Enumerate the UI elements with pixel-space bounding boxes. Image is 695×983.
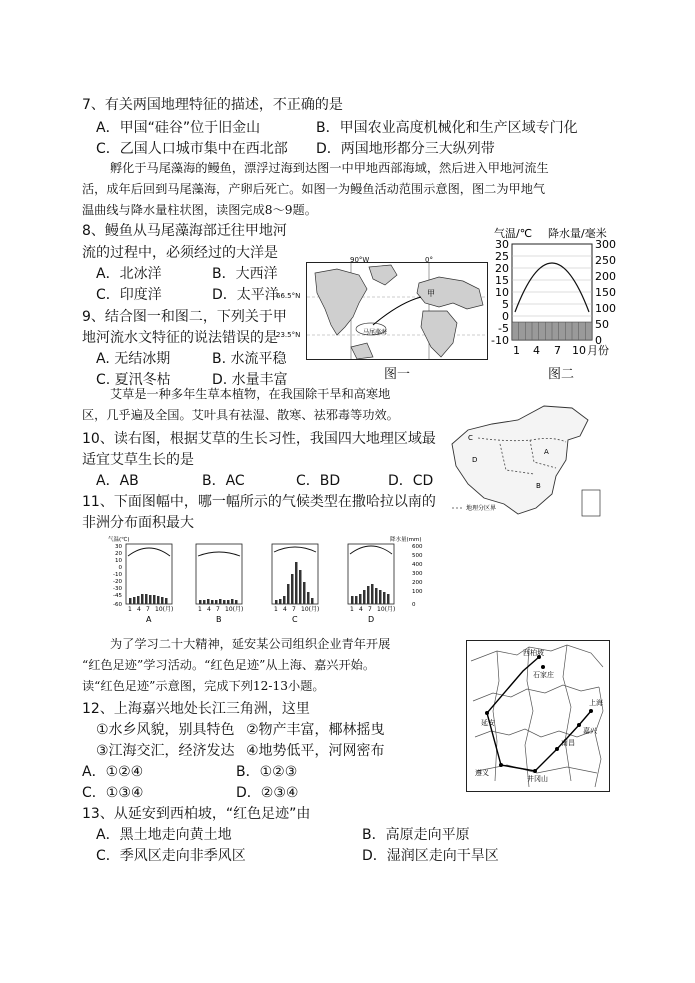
fig1-lat-label-66: 66.5°N: [276, 292, 301, 300]
q11-precip-ticks: [412, 544, 423, 608]
passage-mugwort: [82, 384, 462, 426]
q8-option-a: A．北冰洋: [96, 266, 162, 282]
label-xibaipo: 西柏坡: [523, 649, 544, 657]
fig2-precip-ticks: [595, 238, 616, 347]
figure-2-svg: [476, 226, 624, 358]
label-jinggangshan: 井冈山: [527, 775, 548, 783]
city-dot: [541, 665, 545, 669]
label-shijiazhuang: 石家庄: [533, 671, 554, 679]
red-footprints-route-map: [466, 640, 610, 792]
label-jiaxing: 嘉兴: [583, 727, 597, 735]
q11-month-tick: 4: [137, 606, 141, 613]
chart-letter-c: C: [292, 615, 298, 624]
q11-precip-tick: 400: [412, 562, 423, 568]
q12-stem: 12、上海嘉兴地处长江三角洲，这里: [82, 701, 310, 717]
passage-red-line-3: 读“红色足迹”示意图，完成下列12-13小题。: [82, 679, 325, 693]
chart-letter-b: B: [216, 615, 222, 624]
fig1-caption: 图一: [384, 367, 411, 382]
month-tick: 7: [554, 344, 561, 357]
q7-option-b: B．甲国农业高度机械化和生产区域专门化: [316, 120, 578, 136]
q12-statement-4: ④地势低平，河网密布: [246, 743, 385, 759]
q11-month-tick: 4: [359, 606, 363, 613]
fig1-lon-label-0: 0°: [425, 256, 433, 264]
region-label-a: A: [544, 448, 549, 456]
q8-stem-line-2: 流的过程中，必须经过的大洋是: [82, 245, 278, 261]
q12-statement-1: ①水乡风貌，别具特色: [96, 722, 235, 738]
passage-red-line-1: 为了学习二十大精神，延安某公司组织企业青年开展: [110, 637, 391, 651]
figure-1-map: [306, 262, 488, 360]
passage-eel-line-1: 孵化于马尾藻海的鳗鱼，漂浮过海到达图一中甲地西部海域，然后进入甲地河流生: [110, 161, 549, 175]
q11-month-tick: 1: [350, 606, 354, 613]
chart-letter-d: D: [368, 615, 375, 624]
q8-option-b: B．大西洋: [212, 266, 278, 282]
q11-month-tick: 7: [368, 606, 372, 613]
q11-month-tick: 10(月): [155, 606, 174, 613]
q11-temp-tick: 0: [118, 565, 122, 571]
q11-precip-tick: 500: [412, 553, 423, 559]
figure-1-svg: [307, 263, 487, 359]
q11-month-tick: 7: [146, 606, 150, 613]
south-america-shape: [351, 343, 373, 359]
passage-eel-line-2: 活，成年后回到马尾藻海，产卵后死亡。如图一为鳗鱼活动范围示意图，图二为甲地气: [82, 182, 546, 196]
south-china-sea-inset: [582, 490, 600, 516]
region-label-c: C: [468, 434, 473, 442]
temp-tick: 25: [495, 250, 509, 263]
temp-tick: 10: [495, 286, 509, 299]
chart-c-temp-curve: [274, 547, 316, 552]
fig2-month-ticks: [513, 344, 609, 357]
q8-option-c: C．印度洋: [96, 287, 162, 303]
q13-option-c: C．季风区走向非季风区: [96, 848, 246, 864]
q11-month-tick: 1: [274, 606, 278, 613]
q13-option-a: A．黑土地走向黄土地: [96, 827, 232, 843]
q11-stem-line-2: 非洲分布面积最大: [82, 515, 194, 531]
q10-stem-line-1: 10、读右图，根据艾草的生长习性，我国四大地理区域最: [82, 431, 436, 447]
q11-month-tick: 7: [216, 606, 220, 613]
q11-month-tick: 1: [198, 606, 202, 613]
route-city-labels: [475, 648, 603, 783]
fig2-caption: 图二: [548, 367, 575, 382]
q12-option-d: D．②③④: [236, 785, 299, 801]
q9-option-c: C. 夏汛冬枯: [96, 372, 171, 388]
q11-temp-tick: 20: [115, 551, 122, 557]
q11-chart-a: [126, 544, 172, 604]
passage-eel-line-3: 温曲线与降水量柱状图，读图完成8～9题。: [82, 203, 317, 217]
precip-tick: 50: [595, 318, 609, 331]
temp-tick: 0: [502, 310, 509, 323]
route-map-svg: [467, 641, 609, 791]
region-label-b: B: [536, 482, 541, 490]
q12-option-c: C．①③④: [82, 785, 144, 801]
passage-red-footprints: [82, 634, 462, 697]
q12-option-a: A．①②④: [82, 764, 144, 780]
china-map-svg: [448, 404, 608, 528]
chart-letter-a: A: [146, 615, 152, 624]
q11-temp-tick: -30: [113, 586, 122, 592]
q9-option-d: D. 水量丰富: [212, 372, 288, 388]
place-jia-label: 甲: [427, 289, 435, 298]
temp-tick: 5: [502, 298, 509, 311]
legend-label: 地理分区界: [466, 505, 497, 512]
precip-tick: 300: [595, 238, 616, 251]
q9-option-a: A. 无结冰期: [96, 351, 171, 367]
fig2-temp-axis-title: 气温/℃: [494, 227, 533, 240]
chart-a-precip-bars: [129, 594, 168, 604]
chart-c-precip-bars: [275, 562, 314, 604]
month-tick: 1: [513, 344, 520, 357]
province-borders: [471, 645, 603, 787]
q7-stem: 7、有关两国地理特征的描述，不正确的是: [82, 97, 343, 113]
precip-tick: 100: [595, 302, 616, 315]
temp-tick: 30: [495, 238, 509, 251]
q11-temp-tick: -10: [113, 572, 122, 578]
q11-chart-letters: [146, 615, 374, 624]
q9-stem-line-1: 9、结合图一和图二，下列关于甲: [82, 309, 287, 325]
city-dot: [499, 763, 503, 767]
q11-month-ticks: [128, 605, 395, 613]
q11-precip-tick: 600: [412, 544, 423, 550]
city-dot: [485, 711, 489, 715]
city-dot: [577, 723, 581, 727]
sargasso-sea-label: 马尾藻海: [363, 329, 388, 336]
q10-option-c: C．BD: [296, 473, 341, 489]
q12-statement-3: ③江海交汇，经济发达: [96, 743, 235, 759]
q11-month-tick: 7: [292, 606, 296, 613]
city-dot: [589, 709, 593, 713]
q11-precip-tick: 200: [412, 580, 423, 586]
precip-tick: 150: [595, 286, 616, 299]
q13-stem: 13、从延安到西柏坡，“红色足迹”由: [82, 806, 311, 822]
q11-month-tick: 1: [128, 606, 132, 613]
q11-temp-tick: 10: [115, 558, 122, 564]
q9-stem-line-2: 地河流水文特征的说法错误的是: [82, 330, 278, 346]
precip-tick: 200: [595, 270, 616, 283]
city-dot: [533, 769, 537, 773]
q11-month-tick: 10(月): [377, 606, 396, 613]
q10-option-d: D．CD: [388, 473, 434, 489]
q11-month-tick: 10(月): [301, 606, 320, 613]
q11-chart-b: [196, 544, 242, 604]
q12-option-b: B．①②③: [236, 764, 298, 780]
label-shanghai: 上海: [589, 699, 603, 707]
fig1-lat-label-23: 23.5°N: [276, 331, 301, 339]
month-tick: 4: [533, 344, 540, 357]
q10-option-a: A．AB: [96, 473, 139, 489]
passage-mugwort-line-2: 区，几乎遍及全国。艾叶具有祛湿、散寒、祛邪毒等功效。: [82, 408, 399, 422]
africa-shape: [421, 311, 457, 357]
q11-temp-tick: -60: [113, 602, 122, 608]
q11-precip-axis-title: 降水量(mm): [390, 537, 422, 543]
q11-climate-charts: [108, 534, 428, 624]
label-nanchang: 南昌: [561, 739, 575, 747]
chart-a-temp-curve: [128, 548, 170, 556]
label-zunyi: 遵义: [475, 769, 489, 777]
q11-month-tick: 10(月): [225, 606, 244, 613]
label-yanan: 延安: [481, 719, 495, 727]
temp-tick: -10: [491, 334, 509, 347]
fig2-temperature-curve: [515, 263, 589, 312]
chart-d-precip-bars: [351, 584, 390, 604]
q12-statement-2: ②物产丰富，椰林摇曳: [246, 722, 385, 738]
chart-d-temp-curve: [350, 546, 392, 554]
q11-temp-tick: -20: [113, 579, 122, 585]
precip-tick: 0: [595, 334, 602, 347]
fig2-precip-axis-title: 降水量/毫米: [548, 227, 607, 240]
q11-precip-tick: 300: [412, 571, 423, 577]
passage-red-line-2: “红色足迹”学习活动。“红色足迹”从上海、嘉兴开始。: [82, 658, 376, 672]
q11-climate-charts-svg: [108, 534, 428, 624]
q11-month-tick: 4: [207, 606, 211, 613]
q11-stem-line-1: 11、下面图幅中，哪一幅所示的气候类型在撒哈拉以南的: [82, 494, 436, 510]
fig1-lon-label-90w: 90°W: [350, 256, 370, 264]
q11-chart-d: [348, 544, 394, 604]
region-label-d: D: [472, 456, 478, 464]
q11-temp-axis-title: 气温(℃): [108, 537, 130, 543]
month-tick: 月份: [587, 344, 609, 357]
q11-month-tick: 4: [283, 606, 287, 613]
q13-option-d: D．湿润区走向干旱区: [362, 848, 499, 864]
q8-stem-line-1: 8、鳗鱼从马尾藻海部迁往甲地河: [82, 223, 287, 239]
q11-precip-tick: 100: [412, 589, 423, 595]
q11-temp-tick: -45: [113, 593, 122, 599]
q11-precip-tick: 0: [412, 602, 416, 608]
q7-option-a: A．甲国“硅谷”位于旧金山: [96, 120, 261, 136]
temp-tick: 20: [495, 262, 509, 275]
city-dot: [555, 747, 559, 751]
chart-b-temp-curve: [198, 552, 240, 556]
q10-stem-line-2: 适宜艾草生长的是: [82, 452, 194, 468]
eel-route-arrow: [373, 297, 421, 325]
q11-temp-ticks: [113, 544, 122, 608]
greenland-shape: [369, 265, 397, 285]
temp-tick: -5: [498, 322, 509, 335]
chart-b-precip-bars: [199, 599, 238, 604]
q9-option-b: B. 水流平稳: [212, 351, 287, 367]
month-tick: 10: [572, 344, 586, 357]
q7-option-c: C．乙国人口城市集中在西北部: [96, 141, 288, 157]
passage-mugwort-line-1: 艾草是一种多年生草本植物，在我国除干旱和高寒地: [110, 387, 391, 401]
china-region-map: [448, 404, 608, 528]
q7-option-d: D．两国地形都分三大纵列带: [316, 141, 495, 157]
fig2-temp-ticks: [491, 238, 509, 347]
precip-tick: 250: [595, 254, 616, 267]
q10-option-b: B．AC: [202, 473, 245, 489]
q13-option-b: B．高原走向平原: [362, 827, 470, 843]
figure-2-climate-chart: [476, 226, 624, 358]
temp-tick: 15: [495, 274, 509, 287]
q11-temp-tick: 30: [115, 544, 122, 550]
passage-eel: [82, 158, 642, 221]
q8-option-d: D．太平洋: [212, 287, 279, 303]
q11-chart-c: [272, 544, 318, 604]
